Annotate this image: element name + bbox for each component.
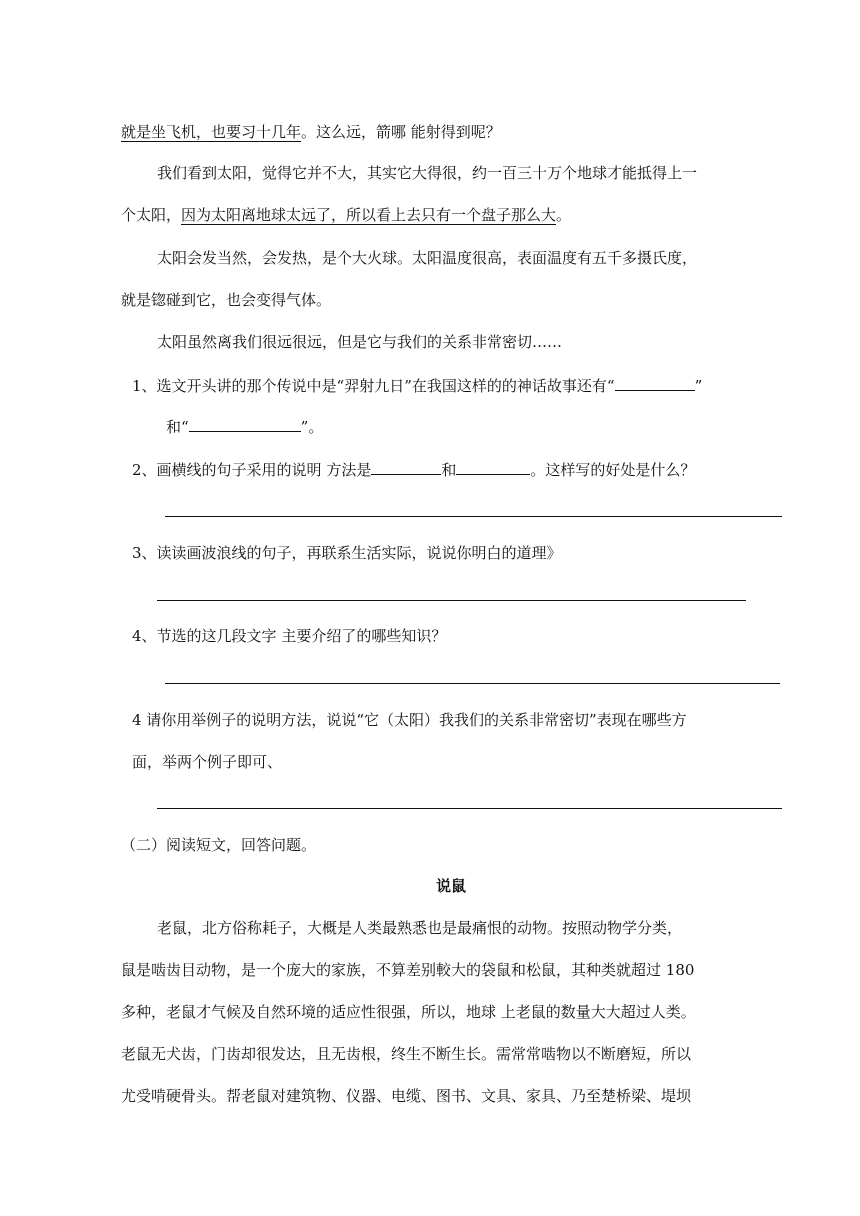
passage-text: 。 bbox=[556, 206, 572, 224]
question-2-text-c: 。这样写的好处是什么？ bbox=[530, 461, 696, 479]
question-2-text-a: 2、画横线的句子采用的说明 方法是 bbox=[132, 461, 372, 479]
answer-line-q4[interactable] bbox=[165, 683, 780, 684]
passage-paragraph-4: 太阳虽然离我们很远很远，但是它与我们的关系非常密切…… bbox=[157, 333, 563, 351]
wavy-underlined-sentence: 因为太阳离地球太远了，所以看上去只有一个盘子那么大 bbox=[181, 206, 557, 224]
answer-line-q2[interactable] bbox=[165, 516, 782, 517]
answer-line-q3[interactable] bbox=[157, 600, 746, 601]
article-line-5: 尤受啃硬骨头。帮老鼠对建筑物、仪器、电缆、图书、文具、家具、乃至楚桥梁、堤坝 bbox=[121, 1087, 692, 1105]
question-3: 3、读读画波浪线的句子，再联系生活实际，说说你明白的道理》 bbox=[132, 544, 562, 562]
passage-paragraph-2-line-2 bbox=[121, 205, 571, 225]
passage-paragraph-3-line-1: 太阳会发当然，会发热，是个大火球。太阳温度很高，表面温度有五千多摄氏度， bbox=[157, 249, 698, 267]
passage-line-1 bbox=[121, 122, 501, 142]
article-line-1: 老鼠，北方俗称耗子，大概是人类最熟悉也是最痛恨的动物。按照动物学分类， bbox=[157, 919, 683, 937]
answer-blank-2[interactable] bbox=[189, 415, 301, 432]
question-1-text: 1、选文开头讲的那个传说中是“羿射九日”在我国这样的的神话故事还有“ bbox=[132, 377, 615, 395]
passage-text: 个太阳， bbox=[121, 206, 182, 224]
question-2-text-b: 和 bbox=[441, 461, 457, 479]
underlined-sentence: 就是坐飞机，也要习十几年 bbox=[121, 123, 302, 141]
section-2-heading: （二）阅读短文，回答问题。 bbox=[121, 836, 317, 854]
question-1-open: 和“ bbox=[166, 418, 189, 436]
question-4: 4、节选的这几段文字 主要介绍了的哪些知识？ bbox=[132, 627, 447, 645]
question-5-line-1: 4 请你用举例子的说明方法，说说“它（太阳）我我们的关系非常密切”表现在哪些方 bbox=[132, 711, 687, 729]
question-2 bbox=[132, 458, 695, 480]
article-line-3: 多种，老鼠才气候及自然环境的适应性很强，所以，地球 上老鼠的数量大大超过人类。 bbox=[121, 1003, 696, 1021]
answer-blank-1[interactable] bbox=[615, 374, 695, 391]
passage-paragraph-3-line-2: 就是锪碰到它，也会变得气体。 bbox=[121, 291, 332, 309]
answer-line-q5[interactable] bbox=[157, 808, 782, 809]
passage-text: 。这么远，箭哪 能射得到呢？ bbox=[301, 123, 501, 141]
quote-close: ” bbox=[694, 377, 703, 395]
answer-blank-3[interactable] bbox=[371, 458, 441, 475]
question-1-line-1 bbox=[132, 374, 702, 396]
article-line-4: 老鼠无犬齿，门齿却很发达，且无齿根，终生不断生长。需常常啮物以不断磨短，所以 bbox=[121, 1045, 692, 1063]
answer-blank-4[interactable] bbox=[456, 458, 530, 475]
question-1-close: ”。 bbox=[300, 418, 324, 436]
article-line-2: 鼠是啮齿目动物，是一个庞大的家族，不算差别較大的袋鼠和松鼠，其种类就超过 180 bbox=[121, 961, 695, 979]
question-1-line-2 bbox=[166, 415, 323, 437]
article-title: 说鼠 bbox=[436, 877, 467, 895]
question-5-line-2: 面，举两个例子即可、 bbox=[132, 753, 283, 771]
passage-paragraph-2-line-1: 我们看到太阳，觉得它并不大，其实它大得很，约一百三十万个地球才能抵得上一 bbox=[157, 164, 698, 182]
